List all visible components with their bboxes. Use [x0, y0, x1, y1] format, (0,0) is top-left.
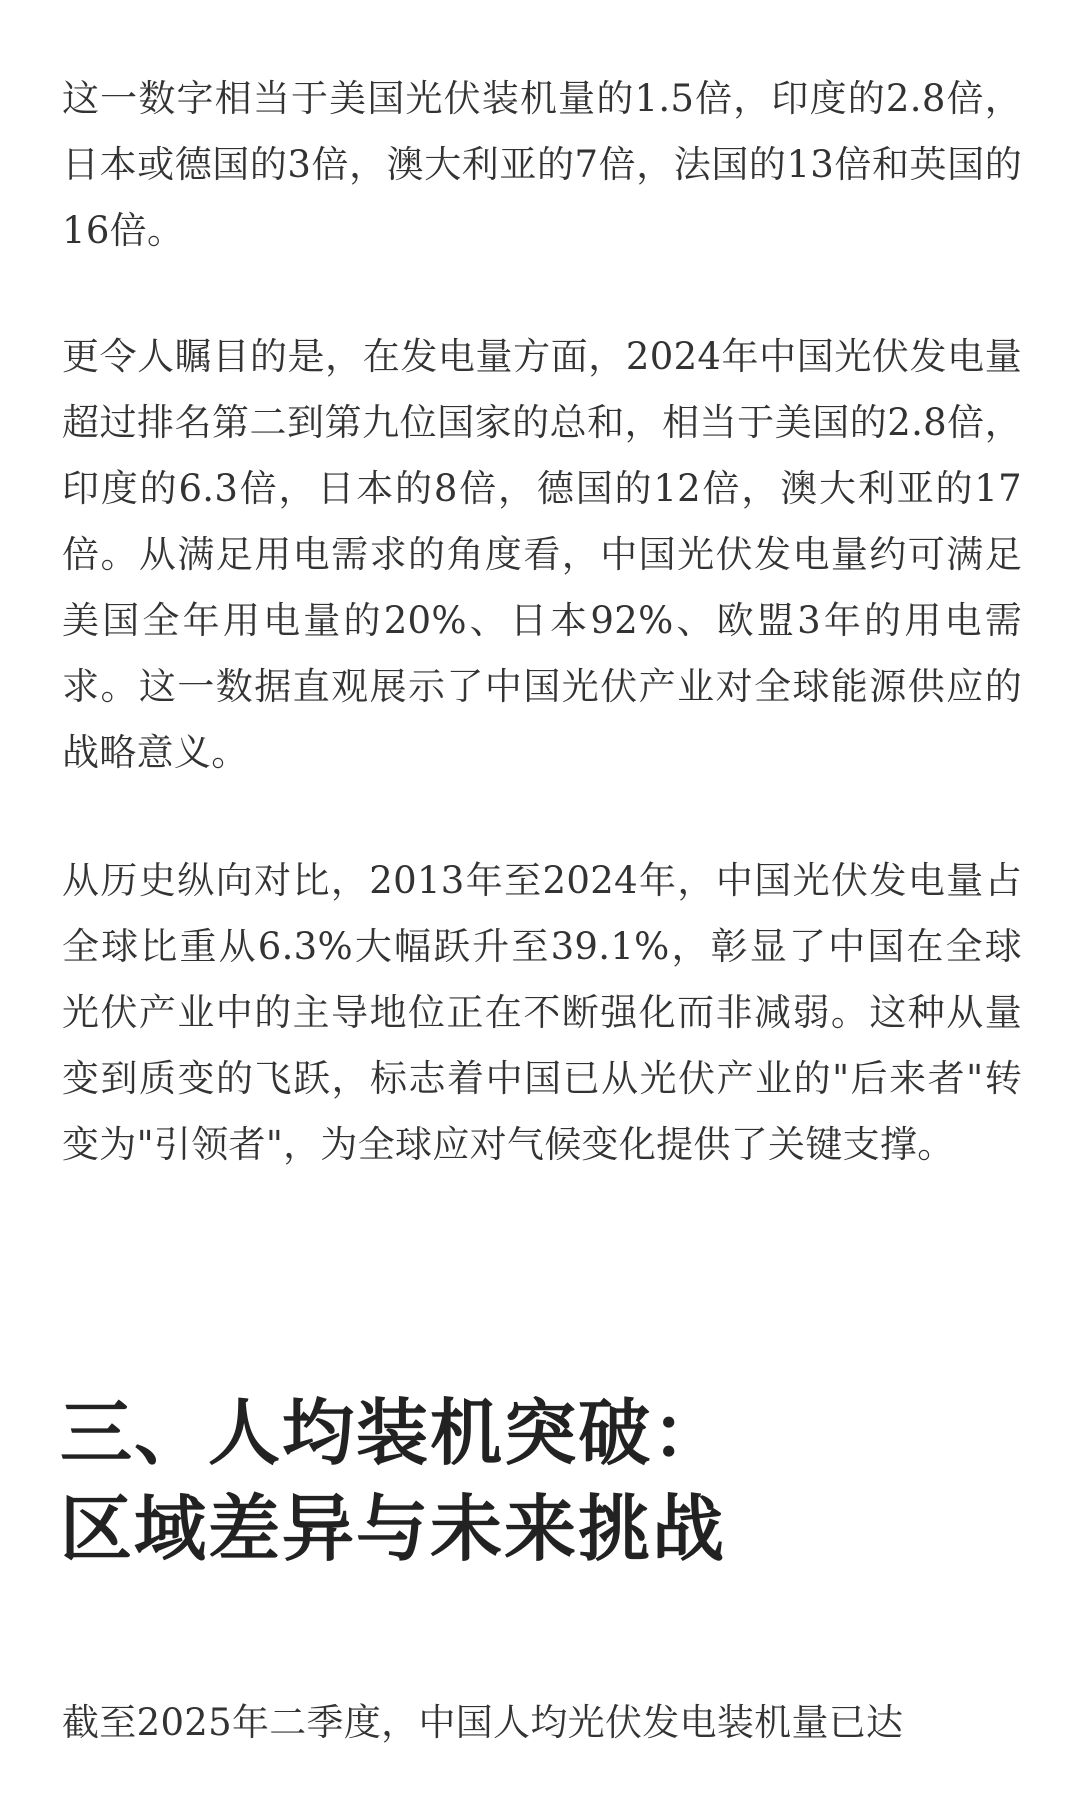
- section-heading-line: 三、人均装机突破：: [60, 1390, 727, 1475]
- article-paragraph: 这一数字相当于美国光伏装机量的1.5倍，印度的2.8倍，日本或德国的3倍，澳大利亚的7倍，法国的13倍和英国的16倍。: [62, 77, 1022, 252]
- section-heading: [60, 1385, 1020, 1577]
- article-paragraph: 截至2025年二季度，中国人均光伏发电装机量已达: [62, 1701, 904, 1744]
- article-paragraph: 从历史纵向对比，2013年至2024年，中国光伏发电量占全球比重从6.3%大幅跃升至39.1%，彰显了中国在全球光伏产业中的主导地位正在不断强化而非减弱。这种从量变到质变的飞跃，标志着中国已从光伏产业的"后来者"转变为"引领者"，为全球应对气候变化提供了关键支撑。: [62, 859, 1022, 1166]
- article-paragraph: 更令人瞩目的是，在发电量方面，2024年中国光伏发电量超过排名第二到第九位国家的总和，相当于美国的2.8倍，印度的6.3倍，日本的8倍，德国的12倍，澳大利亚的17倍。从满足用电需求的角度看，中国光伏发电量约可满足美国全年用电量的20%、日本92%、欧盟3年的用电需求。这一数据直观展示了中国光伏产业对全球能源供应的战略意义。: [62, 335, 1022, 774]
- section-heading-line: 区域差异与未来挑战: [60, 1486, 727, 1571]
